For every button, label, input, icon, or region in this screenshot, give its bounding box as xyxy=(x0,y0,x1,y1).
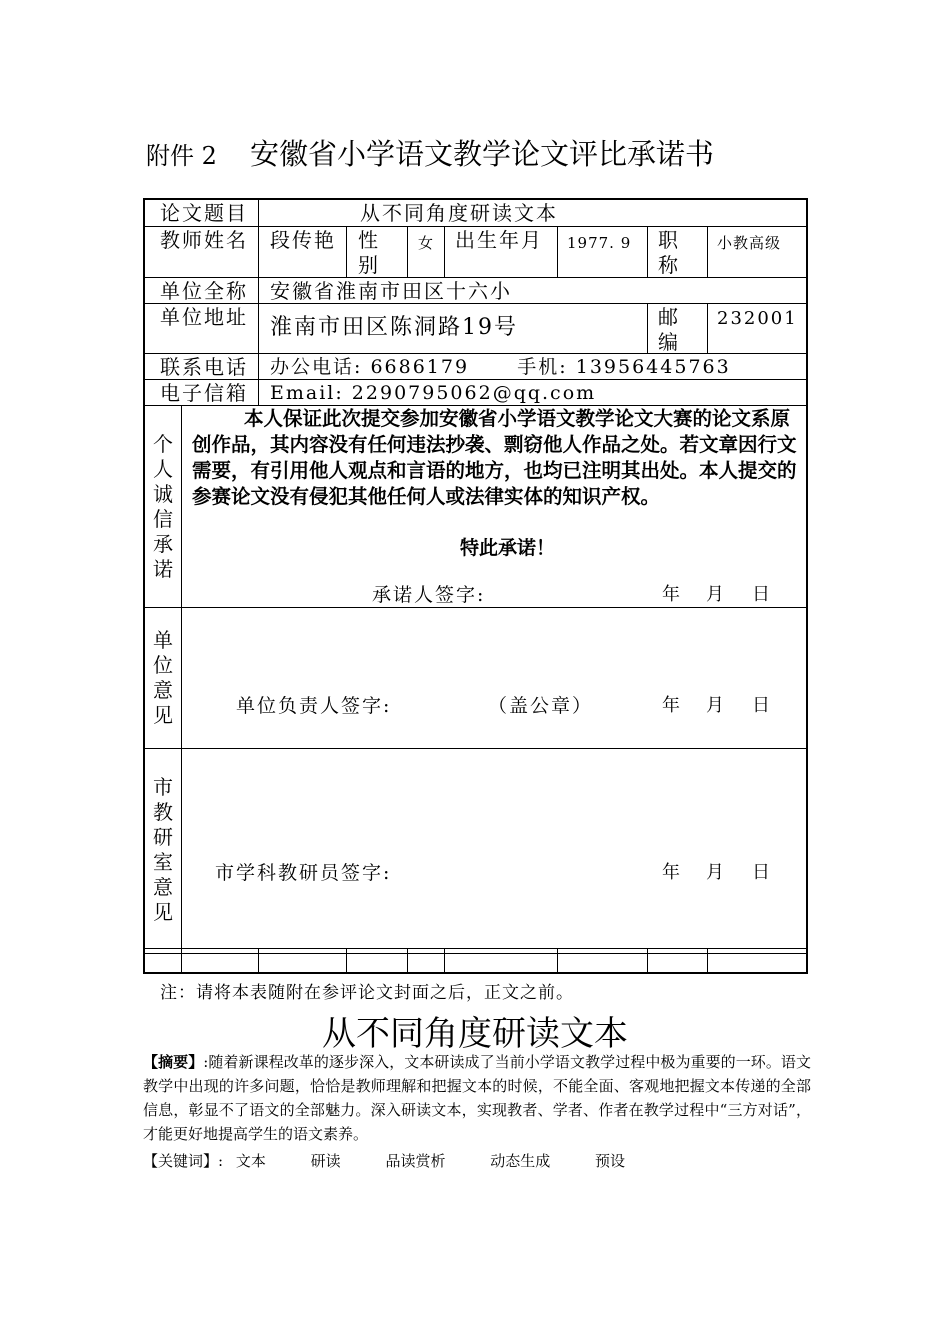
pledge-text: 本人保证此次提交参加安徽省小学语文教学论文大赛的论文系原创作品，其内容没有任何违法抄袭、剽窃他人作品之处。若文章因行文需要，有引用他人观点和言语的地方，也均已注明其出处。本人提交的参赛论文没有侵犯其他任何人或法律实体的知识产权。 xyxy=(192,407,797,508)
gender-label: 性别 xyxy=(358,228,378,277)
city-signature: 市学科教研员签字: xyxy=(215,862,392,884)
unit-address-value: 淮南市田区陈洞路19号 xyxy=(270,315,518,340)
col-divider xyxy=(346,948,347,973)
col-divider xyxy=(258,948,259,973)
unit-name-label: 单位全称 xyxy=(160,279,248,303)
unit-signature: 单位负责人签字: xyxy=(236,695,392,717)
col-divider xyxy=(444,226,445,277)
col-divider xyxy=(647,303,648,353)
pledge-date-year: 年 xyxy=(662,584,682,605)
paper-title: 从不同角度研读文本 xyxy=(322,1014,628,1054)
teacher-name-value: 段传艳 xyxy=(270,228,336,252)
col-divider xyxy=(181,405,182,973)
pledge-section-label: 个人诚信承诺 xyxy=(153,432,173,581)
email-label: 电子信箱 xyxy=(160,381,248,405)
col-divider xyxy=(346,226,347,277)
form-heading xyxy=(146,132,714,173)
abstract-label: 【摘要】 xyxy=(143,1053,204,1071)
keyword: 文本 xyxy=(235,1152,266,1170)
teacher-name-label: 教师姓名 xyxy=(160,228,248,252)
row-divider xyxy=(143,379,808,380)
col-divider xyxy=(407,226,408,277)
form-title: 安徽省小学语文教学论文评比承诺书 xyxy=(250,137,715,171)
unit-opinion-label: 单位意见 xyxy=(153,628,173,727)
row-divider xyxy=(143,303,808,304)
row-divider xyxy=(143,607,808,608)
city-date-year: 年 xyxy=(662,862,682,883)
pledge-signature: 承诺人签字: xyxy=(372,584,486,606)
keywords-label: 【关键词】: xyxy=(143,1152,224,1170)
abstract-text: :随着新课程改革的逐步深入，文本研读成了当前小学语文教学过程中极为重要的一环。语文教学中出现的许多问题，恰恰是教师理解和把握文本的时候，不能全面、客观地把握文本传递的全部信息，彰显不了语文的全部魅力。深入研读文本，实现教者、学者、作者在教学过程中“三方对话”，才能更好地提高学生的语文素养。 xyxy=(143,1053,811,1143)
city-date-day: 日 xyxy=(752,862,772,883)
attachment-label: 附件 2 xyxy=(146,142,217,170)
keyword: 预设 xyxy=(595,1152,626,1170)
col-divider xyxy=(707,948,708,973)
row-divider xyxy=(143,948,808,949)
postcode-value: 232001 xyxy=(717,308,798,329)
phone-label: 联系电话 xyxy=(160,355,248,379)
col-divider xyxy=(557,226,558,277)
unit-date-year: 年 xyxy=(662,695,682,716)
phone-value: 办公电话: 6686179 手机: 13956445763 xyxy=(270,356,731,378)
birth-label: 出生年月 xyxy=(455,228,543,252)
pledge-date-day: 日 xyxy=(752,584,772,605)
col-divider xyxy=(647,948,648,973)
row-divider xyxy=(143,277,808,278)
keyword: 品读赏析 xyxy=(385,1152,446,1170)
city-opinion-label: 市教研室意见 xyxy=(153,775,173,924)
pledge-date-month: 月 xyxy=(706,584,726,605)
gender-value: 女 xyxy=(418,234,435,252)
email-value: Email: 2290795062@qq.com xyxy=(270,382,597,404)
col-divider xyxy=(258,198,259,405)
unit-address-label: 单位地址 xyxy=(160,305,248,329)
keywords xyxy=(143,1150,665,1171)
row-divider xyxy=(143,353,808,354)
professional-title-label: 职称 xyxy=(658,228,678,277)
birth-value: 1977. 9 xyxy=(567,234,632,252)
col-divider xyxy=(557,948,558,973)
unit-seal: （盖公章） xyxy=(488,695,594,717)
row-divider xyxy=(143,748,808,749)
unit-name-value: 安徽省淮南市田区十六小 xyxy=(270,279,512,303)
unit-date-month: 月 xyxy=(706,695,726,716)
col-divider xyxy=(707,303,708,353)
form-note: 注：请将本表随附在参评论文封面之后，正文之前。 xyxy=(160,983,574,1003)
unit-date-day: 日 xyxy=(752,695,772,716)
professional-title-value: 小教高级 xyxy=(717,234,782,252)
keyword: 研读 xyxy=(310,1152,341,1170)
pledge-closing: 特此承诺！ xyxy=(460,537,556,559)
abstract xyxy=(143,1050,811,1146)
postcode-label: 邮编 xyxy=(658,305,678,354)
col-divider xyxy=(444,948,445,973)
row-divider xyxy=(143,953,808,954)
col-divider xyxy=(647,226,648,277)
city-date-month: 月 xyxy=(706,862,726,883)
col-divider xyxy=(707,226,708,277)
keyword: 动态生成 xyxy=(490,1152,551,1170)
paper-title-value: 从不同角度研读文本 xyxy=(360,201,558,225)
col-divider xyxy=(407,948,408,973)
row-divider xyxy=(143,226,808,227)
paper-title-label: 论文题目 xyxy=(160,201,248,225)
